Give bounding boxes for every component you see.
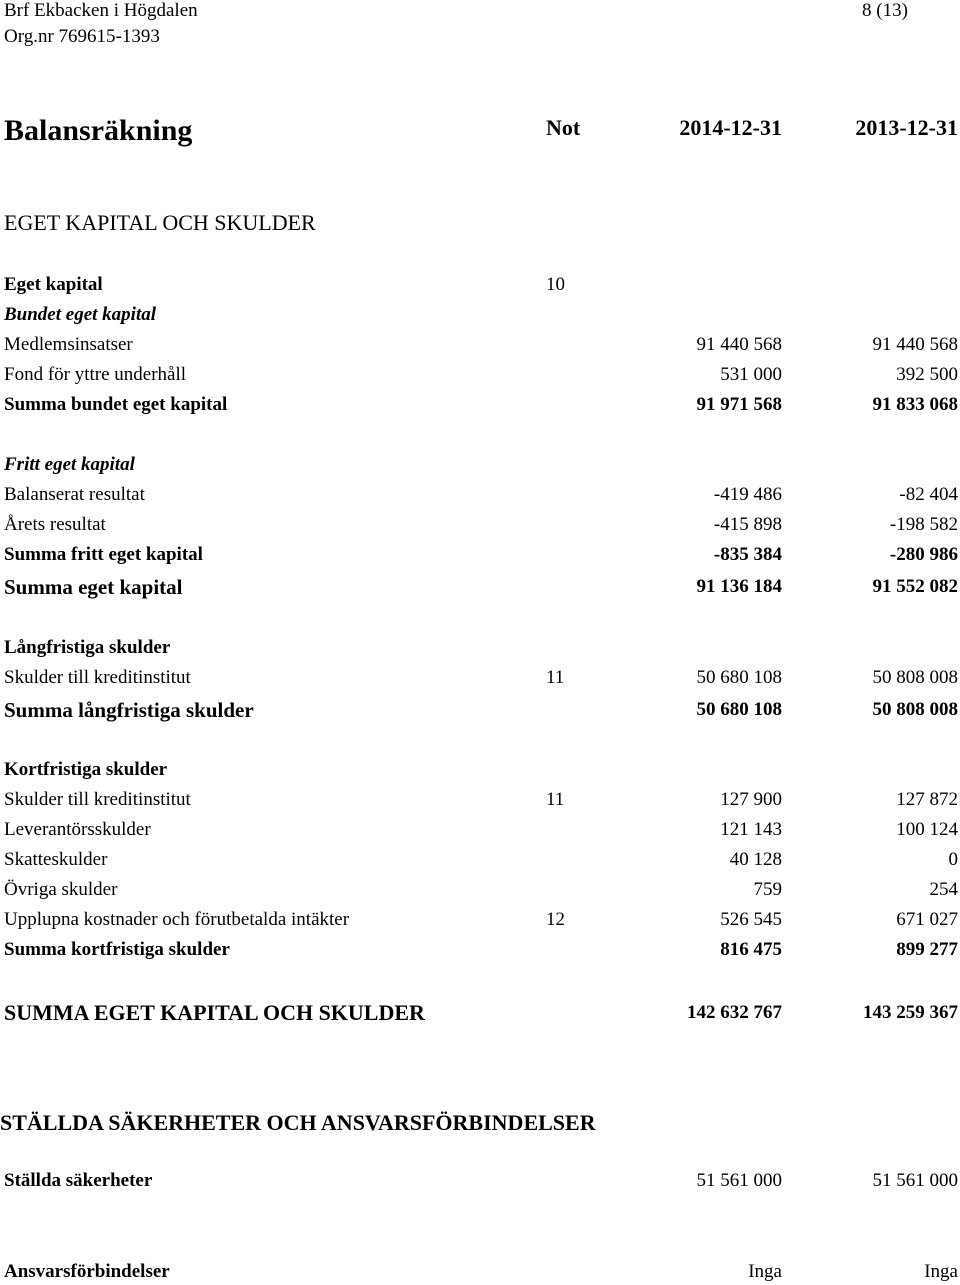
pledged-assets-section-heading: STÄLLDA SÄKERHETER OCH ANSVARSFÖRBINDELSER (0, 1110, 596, 1135)
row-label: Årets resultat (4, 514, 106, 535)
row-value-2013: 392 500 (896, 364, 958, 385)
row-label: Skatteskulder (4, 849, 108, 870)
row-value-2013: 91 440 568 (872, 334, 958, 355)
row-label: Medlemsinsatser (4, 334, 133, 355)
grand-total-2013: 143 259 367 (863, 1002, 958, 1023)
row-value-2013: 50 808 008 (872, 667, 958, 688)
row-value-2013: 671 027 (896, 909, 958, 930)
row-value-2013: 91 833 068 (872, 394, 958, 415)
total-equity-2013: 91 552 082 (872, 576, 958, 597)
pledged-assets-label: Ställda säkerheter (4, 1170, 153, 1191)
row-value-2014: 50 680 108 (696, 667, 782, 688)
row-value-2013: 100 124 (896, 819, 958, 840)
row-value-2014: 531 000 (720, 364, 782, 385)
long-term-liabilities-heading: Långfristiga skulder (4, 637, 171, 658)
section-heading-equity-liabilities: EGET KAPITAL OCH SKULDER (4, 210, 316, 235)
row-value-2014: 40 128 (729, 849, 782, 870)
total-long-term-label: Summa långfristiga skulder (4, 698, 254, 722)
row-value-2014: 759 (753, 879, 782, 900)
row-value-2013: 254 (929, 879, 958, 900)
total-short-term-label: Summa kortfristiga skulder (4, 939, 230, 960)
row-value-2014: -419 486 (713, 484, 782, 505)
equity-note: 10 (546, 274, 565, 295)
row-label: Fond för yttre underhåll (4, 364, 187, 385)
row-value-2014: 91 971 568 (696, 394, 782, 415)
row-value-2014: 127 900 (720, 789, 782, 810)
total-short-term-2013: 899 277 (896, 939, 958, 960)
row-label: Summa fritt eget kapital (4, 544, 203, 565)
page-number: 8 (13) (862, 0, 908, 21)
unrestricted-equity-heading: Fritt eget kapital (4, 454, 135, 475)
row-note: 11 (546, 667, 565, 688)
total-short-term-2014: 816 475 (720, 939, 782, 960)
row-value-2014: 91 440 568 (696, 334, 782, 355)
row-value-2014: 526 545 (720, 909, 782, 930)
organization-number: Org.nr 769615-1393 (4, 26, 160, 47)
contingent-liabilities-2014: Inga (748, 1261, 782, 1282)
short-term-liabilities-heading: Kortfristiga skulder (4, 759, 168, 780)
row-value-2014: 121 143 (720, 819, 782, 840)
column-header-2013: 2013-12-31 (855, 115, 958, 140)
page-title: Balansräkning (4, 114, 193, 147)
contingent-liabilities-label: Ansvarsförbindelser (4, 1261, 170, 1282)
row-value-2014: -415 898 (713, 514, 782, 535)
row-note: 11 (546, 789, 565, 810)
row-value-2013: -198 582 (889, 514, 958, 535)
row-label: Upplupna kostnader och förutbetalda intäkter (4, 909, 350, 930)
row-label: Skulder till kreditinstitut (4, 667, 191, 688)
row-label: Summa bundet eget kapital (4, 394, 228, 415)
equity-heading: Eget kapital (4, 274, 103, 295)
row-value-2013: 0 (948, 849, 958, 870)
pledged-assets-2013: 51 561 000 (872, 1170, 958, 1191)
restricted-equity-heading: Bundet eget kapital (4, 304, 156, 325)
row-label: Leverantörsskulder (4, 819, 151, 840)
row-value-2013: -82 404 (899, 484, 958, 505)
total-equity-2014: 91 136 184 (696, 576, 782, 597)
organization-name: Brf Ekbacken i Högdalen (4, 0, 198, 21)
row-note: 12 (546, 909, 565, 930)
row-label: Skulder till kreditinstitut (4, 789, 191, 810)
row-value-2014: -835 384 (713, 544, 782, 565)
grand-total-label: SUMMA EGET KAPITAL OCH SKULDER (4, 1000, 425, 1025)
grand-total-2014: 142 632 767 (687, 1002, 782, 1023)
contingent-liabilities-2013: Inga (924, 1261, 958, 1282)
total-long-term-2014: 50 680 108 (696, 699, 782, 720)
row-value-2013: 127 872 (896, 789, 958, 810)
total-equity-label: Summa eget kapital (4, 575, 183, 599)
total-long-term-2013: 50 808 008 (872, 699, 958, 720)
row-label: Balanserat resultat (4, 484, 145, 505)
column-header-2014: 2014-12-31 (679, 115, 782, 140)
pledged-assets-2014: 51 561 000 (696, 1170, 782, 1191)
row-label: Övriga skulder (4, 879, 118, 900)
row-value-2013: -280 986 (889, 544, 958, 565)
note-column-header: Not (546, 115, 581, 140)
